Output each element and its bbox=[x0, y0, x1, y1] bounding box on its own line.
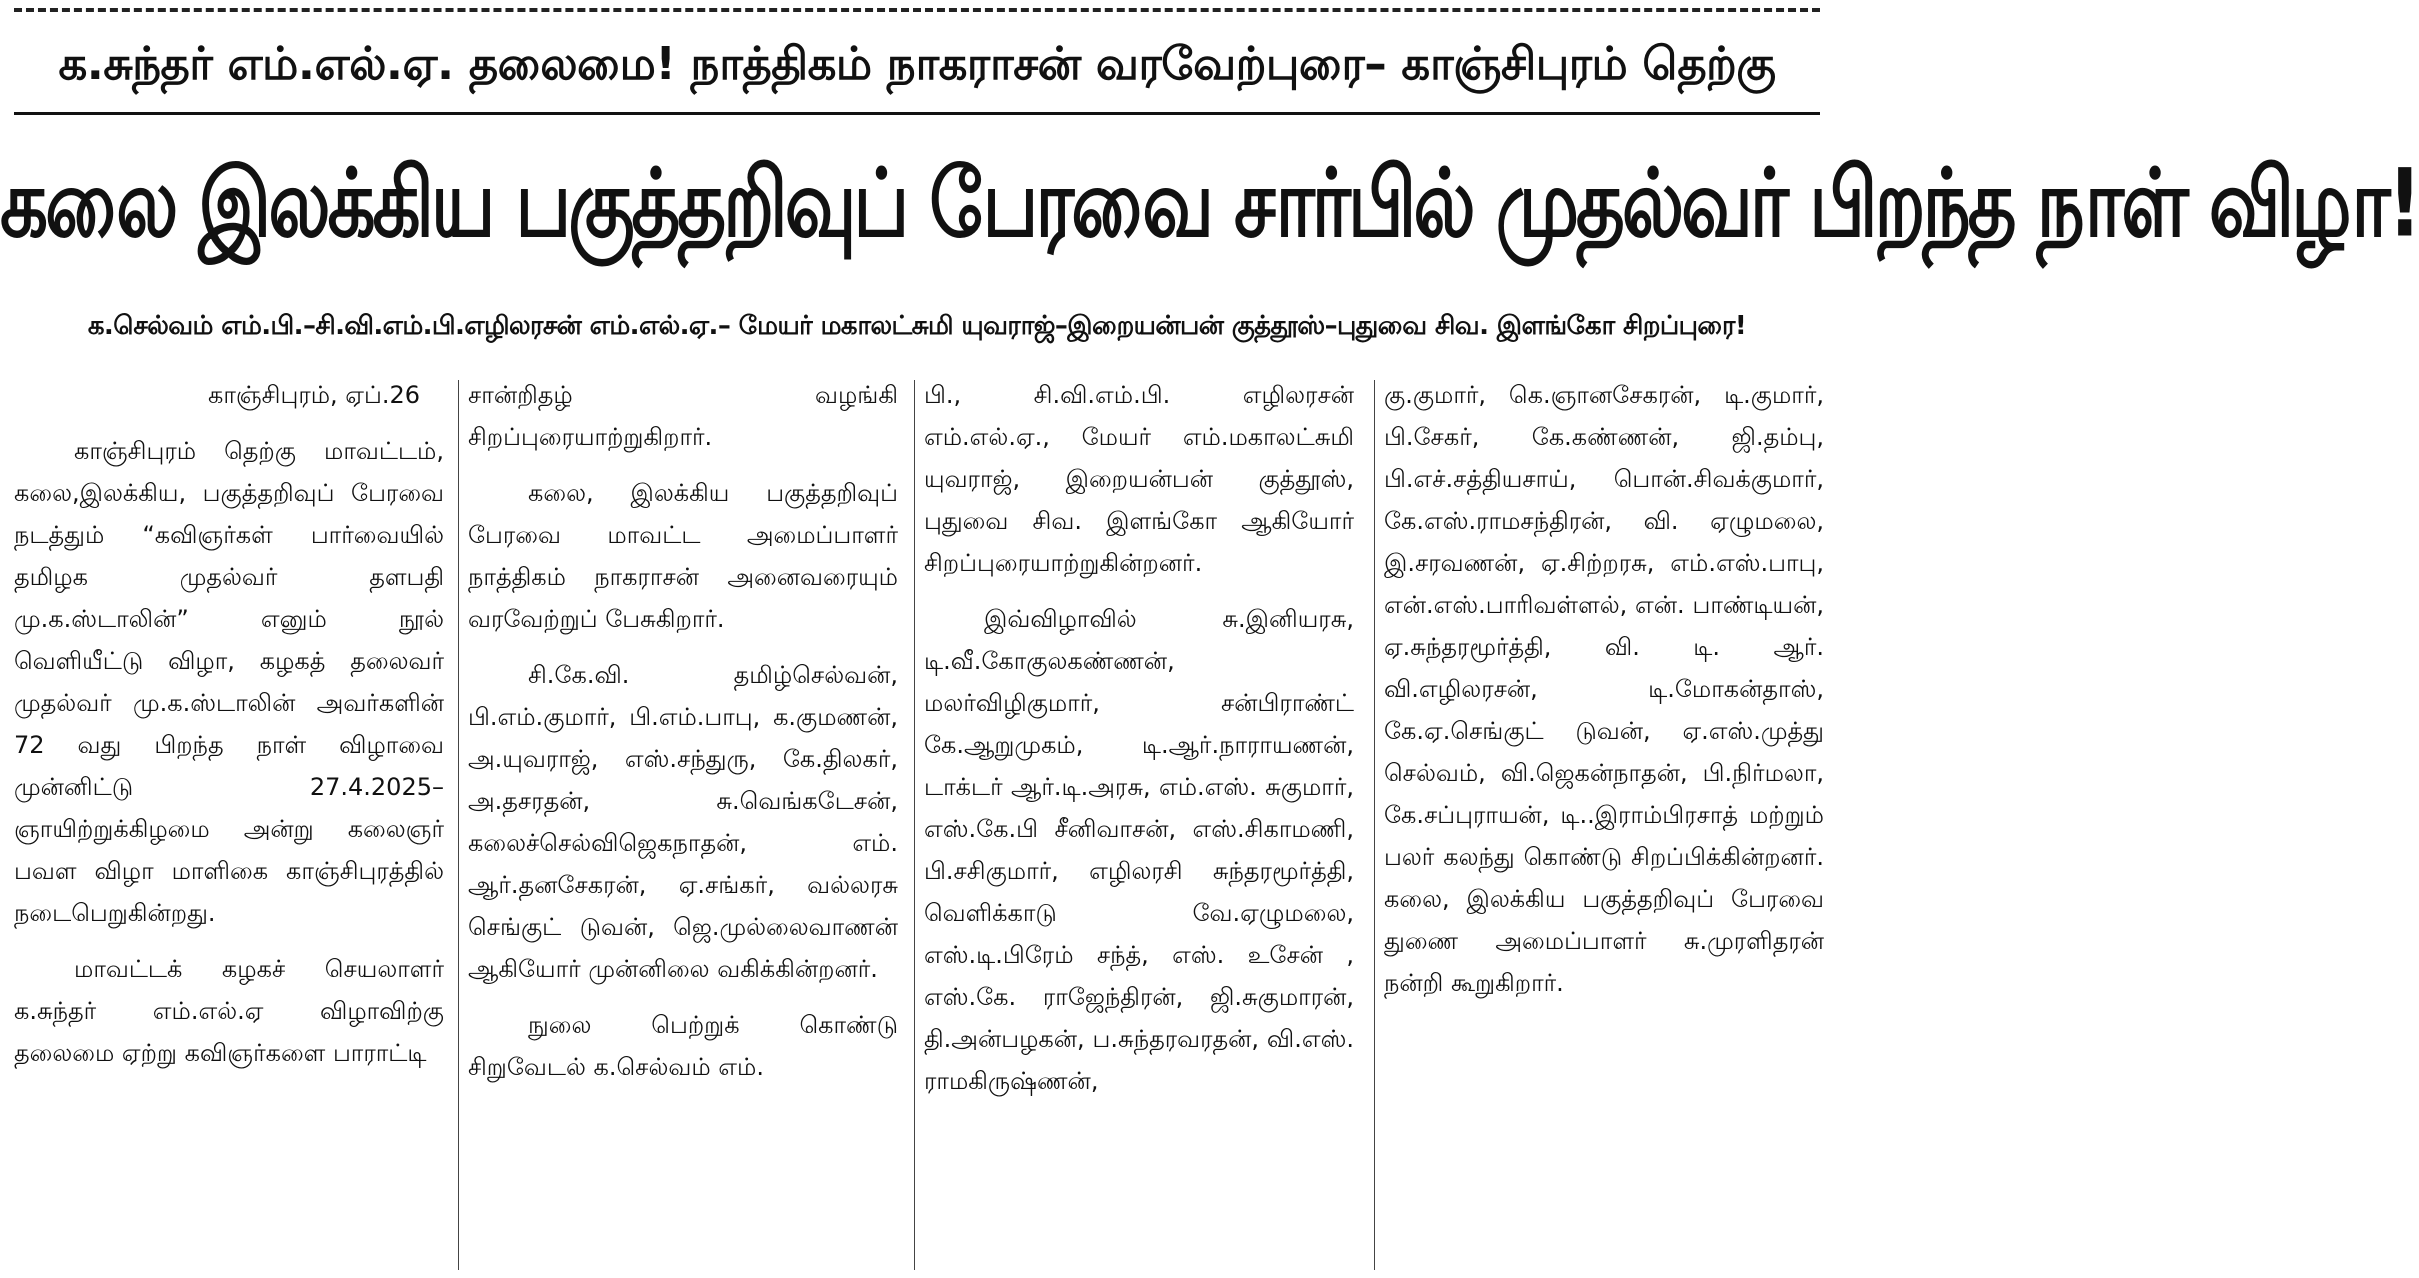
paragraph-1: காஞ்சிபுரம் தெற்கு மாவட்டம், கலை,இலக்கிய, பகுத்தறிவுப் பேரவை நடத்தும் “கவிஞர்கள் பார்வையில் தமிழக முதல்வர் தளபதி மு.க.ஸ்டாலின்” எனும் நூல் வெளியீட்டு விழா, கழகத் தலைவர் முதல்வர் மு.க.ஸ்டாலின் அவர்களின் 72 வது பிறந்த நாள் விழாவை முன்னிட்டு 27.4.2025–ஞாயிற்றுக்கிழமை அன்று கலைஞர் பவள விழா மாளிகை காஞ்சிபுரத்தில் நடைபெறுகின்றது. bbox=[14, 437, 444, 927]
paragraph-2-continued: சான்றிதழ் வழங்கி சிறப்புரையாற்றுகிறார். bbox=[468, 381, 898, 451]
headline: கலை இலக்கிய பகுத்தறிவுப் பேரவை சார்பில் முதல்வர் பிறந்த நாள் விழா! bbox=[0, 148, 2419, 258]
paragraph-5: நுலை பெற்றுக் கொண்டு சிறுவேடல் க.செல்வம் எம். bbox=[468, 1011, 898, 1081]
paragraph-6-continued: கு.குமார், கெ.ஞானசேகரன், டி.குமார், பி.சேகர், கே.கண்ணன், ஜி.தம்பு, பி.எச்.சத்தியசாய், பொன்.சிவக்குமார், கே.எஸ்.ராமசந்திரன், வி. ஏழுமலை, இ.சரவணன், ஏ.சிற்றரசு, எம்.எஸ்.பாபு, என்.எஸ்.பாரிவள்ளல், என். பாண்டியன், ஏ.சுந்தரமூர்த்தி, வி. டி. ஆர். வி.எழிலரசன், டி.மோகன்தாஸ், கே.ஏ.செங்குட் டுவன், ஏ.எஸ்.முத்து செல்வம், வி.ஜெகன்நாதன், பி.நிர்மலா, கே.சப்புராயன், டி..இராம்பிரசாத் மற்றும் பலர் கலந்து கொண்டு சிறப்பிக்கின்றனர். கலை, இலக்கிய பகுத்தறிவுப் பேரவை துணை அமைப்பாளர் சு.முரளிதரன் நன்றி கூறுகிறார். bbox=[1384, 381, 1824, 997]
paragraph-5-continued: பி., சி.வி.எம்.பி. எழிலரசன் எம்.எல்.ஏ., மேயர் எம்.மகாலட்சுமி யுவராஜ், இறையன்பன் குத்தூஸ், புதுவை சிவ. இளங்கோ ஆகியோர் சிறப்புரையாற்றுகின்றனர். bbox=[924, 381, 1354, 577]
kicker-rule bbox=[14, 112, 1820, 115]
article-column-2 bbox=[468, 374, 898, 1274]
paragraph-6: இவ்விழாவில் சு.இனியரசு, டி.வீ.கோகுலகண்ணன், மலர்விழிகுமார், சன்பிராண்ட் கே.ஆறுமுகம், டி.ஆர்.நாராயணன், டாக்டர் ஆர்.டி.அரசு, எம்.எஸ். சுகுமார், எஸ்.கே.பி சீனிவாசன், எஸ்.சிகாமணி, பி.சசிகுமார், எழிலரசி சுந்தரமூர்த்தி, வெளிக்காடு வே.ஏழுமலை, எஸ்.டி.பிரேம் சந்த், எஸ். உசேன் , எஸ்.கே. ராஜேந்திரன், ஜி.சுகுமாரன், தி.அன்பழகன், ப.சுந்தரவரதன், வி.எஸ். ராமகிருஷ்ணன், bbox=[924, 605, 1354, 1095]
paragraph-2: மாவட்டக் கழகச் செயலாளர் க.சுந்தர் எம்.எல்.ஏ விழாவிற்கு தலைமை ஏற்று கவிஞர்களை பாராட்டி bbox=[14, 955, 444, 1067]
column-divider bbox=[914, 380, 915, 1270]
article-column-1 bbox=[14, 374, 444, 1274]
dateline: காஞ்சிபுரம், ஏப்.26 bbox=[207, 381, 420, 409]
article-column-4 bbox=[1384, 374, 1824, 1274]
paragraph-3: கலை, இலக்கிய பகுத்தறிவுப் பேரவை மாவட்ட அமைப்பாளர் நாத்திகம் நாகராசன் அனைவரையும் வரவேற்றுப் பேசுகிறார். bbox=[468, 479, 898, 633]
column-divider bbox=[1374, 380, 1375, 1270]
column-divider bbox=[458, 380, 459, 1270]
article-column-3 bbox=[924, 374, 1354, 1274]
kicker-line: க.சுந்தர் எம்.எல்.ஏ. தலைமை! நாத்திகம் நாகராசன் வரவேற்புரை– காஞ்சிபுரம் தெற்கு bbox=[58, 37, 1776, 90]
top-dashed-border bbox=[14, 8, 1820, 12]
paragraph-4: சி.கே.வி. தமிழ்செல்வன், பி.எம்.குமார், பி.எம்.பாபு, க.குமணன், அ.யுவராஜ், எஸ்.சந்துரு, கே.திலகர், அ.தசரதன், சு.வெங்கடேசன், கலைச்செல்விஜெகநாதன், எம். ஆர்.தனசேகரன், ஏ.சங்கர், வல்லரசு செங்குட் டுவன், ஜெ.முல்லைவாணன் ஆகியோர் முன்னிலை வகிக்கின்றனர். bbox=[468, 661, 898, 983]
subheadline: க.செல்வம் எம்.பி.–சி.வி.எம்.பி.எழிலரசன் எம்.எல்.ஏ.– மேயர் மகாலட்சுமி யுவராஜ்–இறையன்பன் குத்தூஸ்–புதுவை சிவ. இளங்கோ சிறப்புரை! bbox=[87, 311, 1747, 341]
